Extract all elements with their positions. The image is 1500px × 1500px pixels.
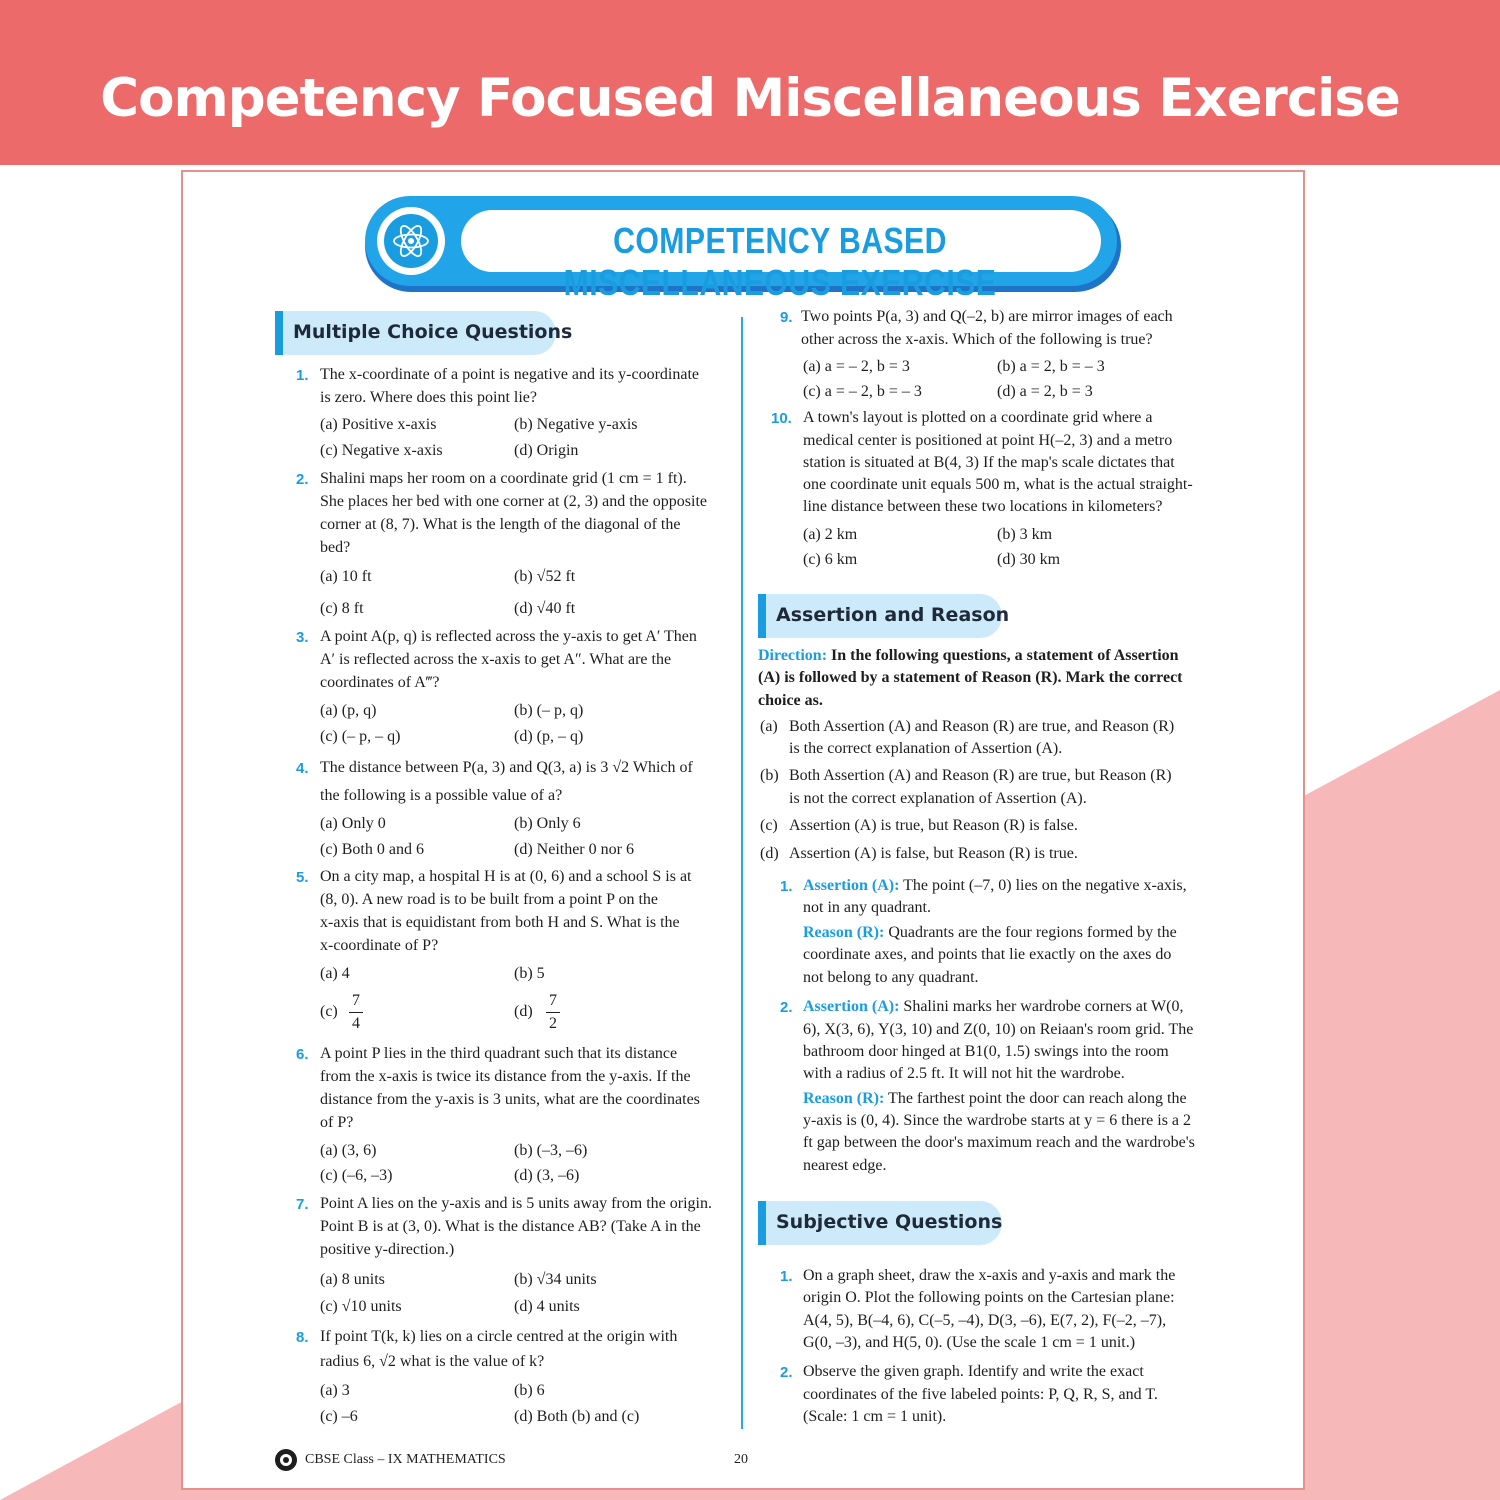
question-text: Observe the given graph. Identify and write the exact [803, 1363, 1144, 1380]
reason-text: ft gap between the door's maximum reach and the wardrobe's [803, 1134, 1195, 1151]
assertion-text: with a radius of 2.5 ft. It will not hit the wardrobe. [803, 1065, 1125, 1082]
fraction: 7 4 [346, 992, 366, 1033]
question-text: x-axis that is equidistant from both H and S. What is the [320, 914, 680, 931]
question-text: A(4, 5), B(–4, 6), C(–5, –4), D(3, –6), E(7, 2), F(–2, –7), [803, 1312, 1167, 1329]
question-text: A′ is reflected across the x-axis to get A″. What are the [320, 651, 672, 668]
assertion-label: Assertion (A): [803, 998, 900, 1015]
direction-text: choice as. [758, 692, 823, 709]
ar-option-text: Both Assertion (A) and Reason (R) are true, but Reason (R) [789, 767, 1172, 784]
question-text: Point A lies on the y-axis and is 5 units away from the origin. [320, 1195, 712, 1212]
question-number: 10. [771, 410, 792, 427]
question-text: station is situated at B(4, 3) If the map's scale dictates that [803, 454, 1175, 471]
option: (d) (p, – q) [514, 728, 584, 745]
option: (b) 5 [514, 965, 545, 982]
option: (a) a = – 2, b = 3 [803, 358, 910, 375]
question-text: bed? [320, 539, 351, 556]
option: (a) 10 ft [320, 568, 372, 585]
question-number: 6. [296, 1046, 309, 1063]
ar-option-key: (a) [760, 718, 778, 735]
option: (c) –6 [320, 1408, 358, 1425]
ar-option-text: Assertion (A) is false, but Reason (R) is true. [789, 845, 1078, 862]
question-text: A point P lies in the third quadrant such that its distance [320, 1045, 678, 1062]
option: (d) Neither 0 nor 6 [514, 841, 634, 858]
option: (b) Negative y-axis [514, 416, 638, 433]
question-text: On a city map, a hospital H is at (0, 6) and a school S is at [320, 868, 692, 885]
footer-book-title: CBSE Class – IX MATHEMATICS [305, 1452, 506, 1467]
reason-label: Reason (R): [803, 924, 885, 941]
option: (d) 4 units [514, 1298, 580, 1315]
question-text: medical center is positioned at point H(–2, 3) and a metro [803, 432, 1173, 449]
assertion-line [803, 996, 1183, 1019]
direction-label: Direction: [758, 647, 828, 664]
ar-option-key: (d) [760, 845, 779, 862]
question-text: radius 6, √2 what is the value of k? [320, 1353, 545, 1370]
option: (a) Positive x-axis [320, 416, 437, 433]
option: (d) [514, 1003, 533, 1020]
option: (a) 2 km [803, 526, 858, 543]
reason-label: Reason (R): [803, 1090, 885, 1107]
section-header-assertion-reason [758, 594, 1010, 638]
question-text: one coordinate unit equals 500 m, what is the actual straight- [803, 476, 1193, 493]
option: (b) √52 ft [514, 568, 576, 585]
atom-icon [389, 219, 433, 263]
ar-option-key: (b) [760, 767, 779, 784]
section-header-subjective [758, 1201, 1002, 1245]
question-text: other across the x-axis. Which of the following is true? [801, 331, 1153, 348]
direction-text: (A) is followed by a statement of Reason (R). Mark the correct [758, 669, 1183, 686]
question-text: Shalini maps her room on a coordinate grid (1 cm = 1 ft). [320, 470, 687, 487]
option: (c) 6 km [803, 551, 858, 568]
question-number: 2. [780, 999, 793, 1016]
question-text: coordinates of the five labeled points: P, Q, R, S, and T. [803, 1386, 1158, 1403]
question-text: is zero. Where does this point lie? [320, 389, 537, 406]
column-divider [741, 317, 743, 1429]
exercise-header-label: COMPETENCY BASED MISCELLANEOUS EXERCISE [563, 220, 997, 303]
question-text: G(0, –3), and H(5, 0). (Use the scale 1 cm = 1 unit.) [803, 1334, 1136, 1351]
ar-option-text: Both Assertion (A) and Reason (R) are true, and Reason (R) [789, 718, 1175, 735]
option: (b) 6 [514, 1382, 545, 1399]
question-text: corner at (8, 7). What is the length of the diagonal of the [320, 516, 681, 533]
reason-text: y-axis is (0, 4). Since the wardrobe starts at y = 6 there is a 2 [803, 1112, 1192, 1129]
question-number: 2. [296, 471, 309, 488]
option: (b) (–3, –6) [514, 1142, 588, 1159]
option: (b) √34 units [514, 1271, 597, 1288]
assertion-label: Assertion (A): [803, 877, 900, 894]
question-text: of P? [320, 1114, 354, 1131]
direction-line [758, 645, 1179, 668]
assertion-text: bathroom door hinged at B1(0, 1.5) swings into the room [803, 1043, 1169, 1060]
option: (c) 8 ft [320, 600, 364, 617]
option: (d) a = 2, b = 3 [997, 383, 1093, 400]
option: (d) √40 ft [514, 600, 576, 617]
question-number: 1. [296, 367, 309, 384]
question-text: On a graph sheet, draw the x-axis and y-axis and mark the [803, 1267, 1176, 1284]
section-title: Assertion and Reason [776, 604, 1010, 626]
publisher-logo-icon [274, 1448, 298, 1472]
option: (c) a = – 2, b = – 3 [803, 383, 922, 400]
ar-option-text: Assertion (A) is true, but Reason (R) is false. [789, 817, 1078, 834]
question-text: A town's layout is plotted on a coordinate grid where a [803, 409, 1153, 426]
question-text: Two points P(a, 3) and Q(–2, b) are mirror images of each [801, 308, 1173, 325]
question-number: 1. [780, 878, 793, 895]
banner-title: Competency Focused Miscellaneous Exercise [100, 68, 1400, 129]
assertion-text: The point (–7, 0) lies on the negative x-axis, [903, 877, 1187, 894]
direction-text: In the following questions, a statement of Assertion [831, 647, 1179, 664]
question-number: 8. [296, 1329, 309, 1346]
reason-text: nearest edge. [803, 1157, 887, 1174]
question-text: The distance between P(a, 3) and Q(3, a) is 3 √2 Which of [320, 759, 693, 776]
section-title: Subjective Questions [776, 1211, 1003, 1233]
option: (d) Both (b) and (c) [514, 1408, 640, 1425]
option: (c) (– p, – q) [320, 728, 401, 745]
section-header-mcq [275, 311, 573, 355]
question-text: positive y-direction.) [320, 1241, 455, 1258]
option: (a) 8 units [320, 1271, 385, 1288]
question-number: 5. [296, 869, 309, 886]
question-text: A point A(p, q) is reflected across the y-axis to get A′ Then [320, 628, 697, 645]
option: (c) √10 units [320, 1298, 402, 1315]
option: (c) Both 0 and 6 [320, 841, 424, 858]
page-number: 20 [734, 1452, 748, 1467]
reason-line [803, 922, 1177, 945]
assertion-line [803, 875, 1187, 898]
assertion-text: 6), X(3, 6), Y(3, 10) and Z(0, 10) on Reiaan's room grid. The [803, 1021, 1194, 1038]
section-title: Multiple Choice Questions [293, 321, 573, 343]
option: (c) (–6, –3) [320, 1167, 393, 1184]
option: (b) a = 2, b = – 3 [997, 358, 1105, 375]
option: (b) 3 km [997, 526, 1053, 543]
option: (a) (3, 6) [320, 1142, 377, 1159]
reason-text: not belong to any quadrant. [803, 969, 979, 986]
question-text: the following is a possible value of a? [320, 787, 563, 804]
option: (d) Origin [514, 442, 579, 459]
question-text: Point B is at (3, 0). What is the distance AB? (Take A in the [320, 1218, 701, 1235]
question-text: coordinates of A‴? [320, 674, 440, 691]
option: (c) [320, 1003, 338, 1020]
option: (d) (3, –6) [514, 1167, 580, 1184]
option: (a) 3 [320, 1382, 350, 1399]
reason-text: Quadrants are the four regions formed by the [888, 924, 1177, 941]
question-text: line distance between these two locations in kilometers? [803, 498, 1163, 515]
reason-text: coordinate axes, and points that lie exactly on the axes do [803, 946, 1172, 963]
option: (a) 4 [320, 965, 350, 982]
option: (a) (p, q) [320, 702, 377, 719]
question-text: She places her bed with one corner at (2, 3) and the opposite [320, 493, 707, 510]
question-number: 3. [296, 629, 309, 646]
reason-text: The farthest point the door can reach along the [888, 1090, 1187, 1107]
option: (a) Only 0 [320, 815, 386, 832]
question-number: 1. [780, 1268, 793, 1285]
question-text: If point T(k, k) lies on a circle centred at the origin with [320, 1328, 678, 1345]
ar-option-text: is the correct explanation of Assertion (A). [789, 740, 1063, 757]
question-number: 7. [296, 1196, 309, 1213]
ar-option-key: (c) [760, 817, 778, 834]
question-text: x-coordinate of P? [320, 937, 439, 954]
question-text: (8, 0). A new road is to be built from a point P on the [320, 891, 659, 908]
question-number: 9. [780, 309, 793, 326]
ar-option-text: is not the correct explanation of Assertion (A). [789, 790, 1087, 807]
option: (b) Only 6 [514, 815, 581, 832]
reason-line [803, 1088, 1187, 1111]
top-banner [0, 0, 1500, 165]
option: (d) 30 km [997, 551, 1061, 568]
option: (c) Negative x-axis [320, 442, 443, 459]
question-text: distance from the y-axis is 3 units, what are the coordinates [320, 1091, 700, 1108]
assertion-text: not in any quadrant. [803, 899, 931, 916]
fraction: 7 2 [543, 992, 563, 1033]
question-text: The x-coordinate of a point is negative and its y-coordinate [320, 366, 699, 383]
question-text: origin O. Plot the following points on the Cartesian plane: [803, 1289, 1175, 1306]
question-text: (Scale: 1 cm = 1 unit). [803, 1408, 947, 1425]
question-number: 4. [296, 760, 309, 777]
question-text: from the x-axis is twice its distance from the y-axis. If the [320, 1068, 691, 1085]
assertion-text: Shalini marks her wardrobe corners at W(0, [903, 998, 1184, 1015]
question-number: 2. [780, 1364, 793, 1381]
option: (b) (– p, q) [514, 702, 584, 719]
